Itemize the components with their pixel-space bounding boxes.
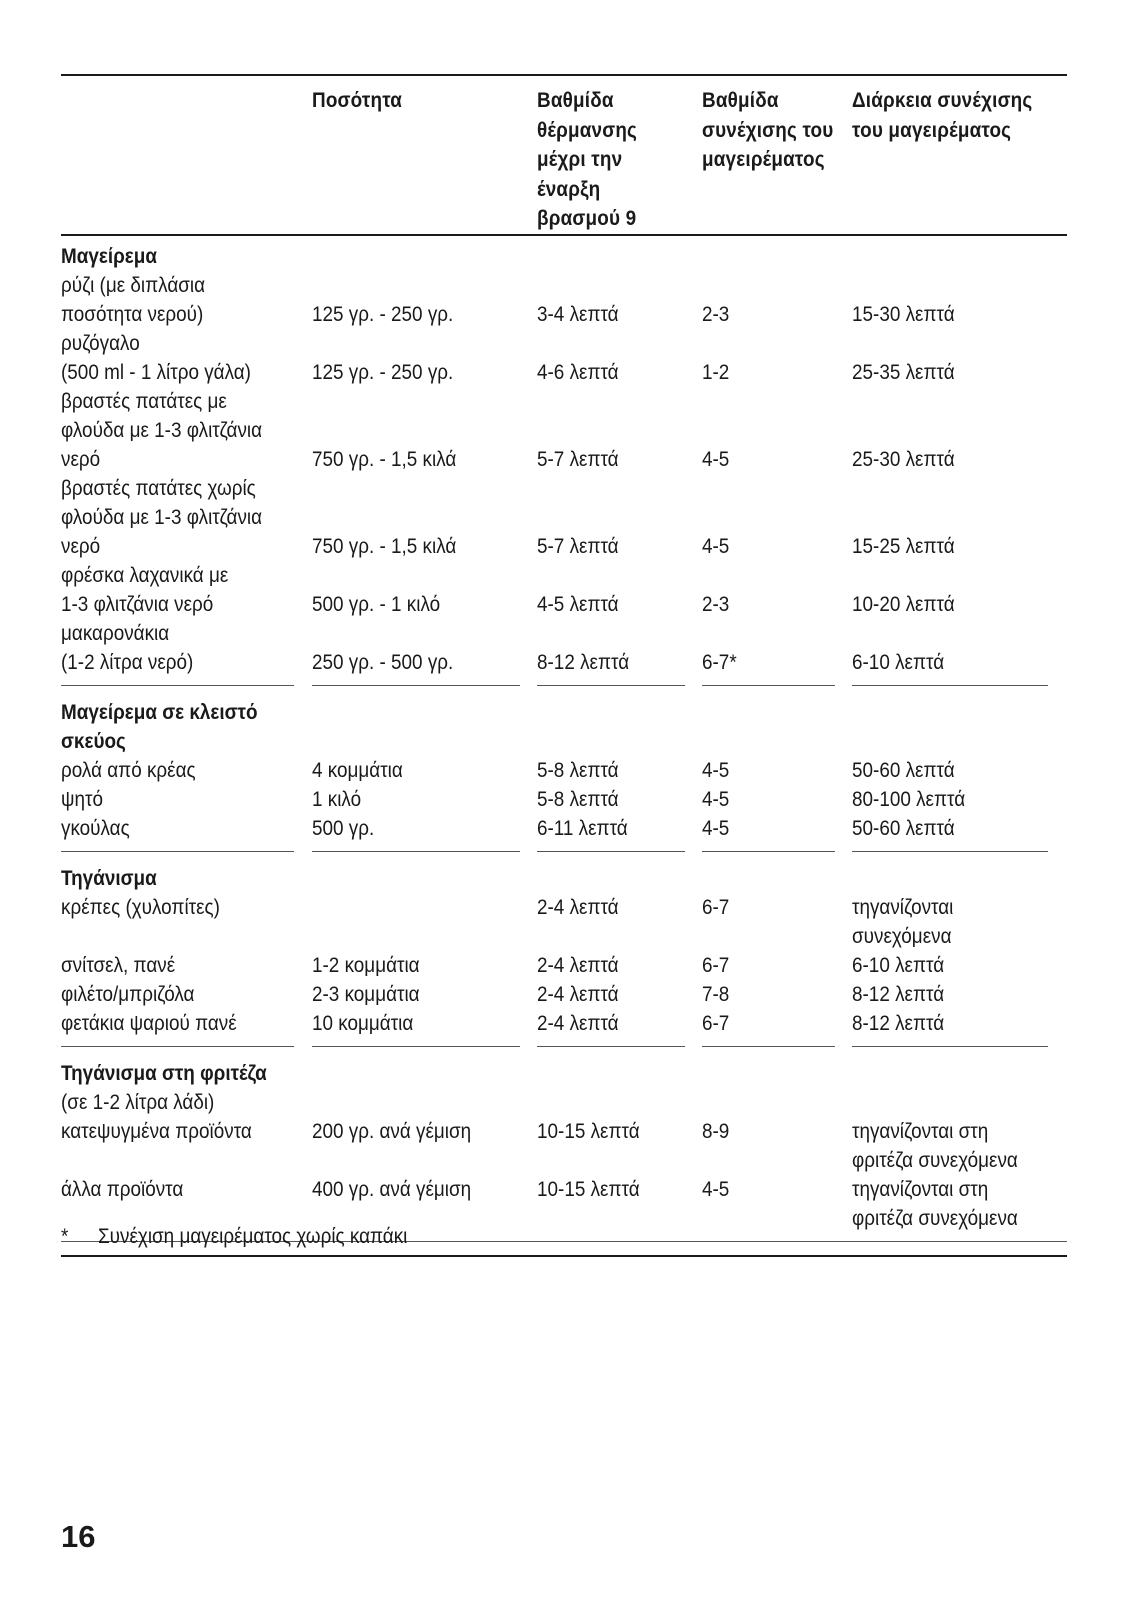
heating-time-cell: 2-4 λεπτά [537, 983, 619, 1006]
food-item: ρολά από κρέας [61, 759, 196, 782]
heating-time-cell: 4-6 λεπτά [537, 361, 619, 384]
header-bottom-rule [61, 234, 1067, 236]
section-divider [852, 851, 1048, 852]
continue-level-cell: 6-7 [702, 1012, 730, 1035]
quantity-cell: 125 γρ. - 250 γρ. [312, 361, 454, 384]
heating-time-cell: 6-11 λεπτά [537, 817, 628, 840]
duration-cell: φριτέζα συνεχόμενα [852, 1207, 1018, 1230]
heating-time-cell: 5-8 λεπτά [537, 788, 619, 811]
duration-cell: 15-25 λεπτά [852, 535, 955, 558]
food-item: νερό [61, 448, 101, 471]
heating-time-cell: 5-7 λεπτά [537, 535, 619, 558]
food-item: ρυζόγαλο [61, 332, 140, 355]
heating-time-cell: 5-7 λεπτά [537, 448, 619, 471]
food-item: νερό [61, 535, 101, 558]
duration-cell: 8-12 λεπτά [852, 983, 945, 1006]
duration-cell: 10-20 λεπτά [852, 593, 955, 616]
quantity-cell: 1-2 κομμάτια [312, 954, 420, 977]
table-top-rule [61, 74, 1067, 76]
section-title: Μαγείρεμα [61, 245, 157, 268]
continue-level-cell: 4-5 [702, 448, 730, 471]
quantity-cell: 500 γρ. - 1 κιλό [312, 593, 441, 616]
section-divider [312, 851, 520, 852]
section-title: Τηγάνισμα [61, 867, 157, 890]
section-divider [61, 685, 294, 686]
section-divider [312, 1046, 520, 1047]
quantity-cell: 1 κιλό [312, 788, 362, 811]
food-item: (500 ml - 1 λίτρο γάλα) [61, 361, 251, 384]
food-item: ψητό [61, 788, 103, 811]
food-item: φλούδα με 1-3 φλιτζάνια [61, 419, 263, 442]
continue-level-cell: 4-5 [702, 535, 730, 558]
food-item: γκούλας [61, 817, 130, 840]
quantity-cell: 750 γρ. - 1,5 κιλά [312, 448, 457, 471]
duration-cell: 25-35 λεπτά [852, 361, 955, 384]
continue-level-cell: 7-8 [702, 983, 730, 1006]
duration-cell: φριτέζα συνεχόμενα [852, 1149, 1018, 1172]
quantity-cell: 2-3 κομμάτια [312, 983, 420, 1006]
heating-time-cell: 3-4 λεπτά [537, 303, 619, 326]
section-divider [61, 851, 294, 852]
header-continue-level: Βαθμίδα συνέχισης του μαγειρέματος [702, 89, 834, 171]
quantity-cell: 4 κομμάτια [312, 759, 403, 782]
food-item: ποσότητα νερού) [61, 303, 204, 326]
food-item: 1-3 φλιτζάνια νερό [61, 593, 214, 616]
header-continue-duration: Διάρκεια συνέχισης του μαγειρέματος [852, 89, 1033, 142]
continue-level-cell: 6-7* [702, 651, 737, 674]
food-item: βραστές πατάτες με [61, 390, 227, 413]
header-heating-level: Βαθμίδα θέρμανσης μέχρι την έναρξη βρασμού 9 [537, 89, 638, 230]
heating-time-cell: 5-8 λεπτά [537, 759, 619, 782]
food-item: φρέσκα λαχανικά με [61, 564, 229, 587]
duration-cell: 50-60 λεπτά [852, 759, 955, 782]
section-divider [537, 685, 685, 686]
food-item: κατεψυγμένα προϊόντα [61, 1120, 252, 1143]
quantity-cell: 400 γρ. ανά γέμιση [312, 1178, 472, 1201]
quantity-cell: 200 γρ. ανά γέμιση [312, 1120, 472, 1143]
heating-time-cell: 4-5 λεπτά [537, 593, 619, 616]
continue-level-cell: 8-9 [702, 1120, 730, 1143]
heating-time-cell: 10-15 λεπτά [537, 1120, 640, 1143]
duration-cell: 8-12 λεπτά [852, 1012, 945, 1035]
quantity-cell: 500 γρ. [312, 817, 375, 840]
section-divider [537, 851, 685, 852]
table-bottom-rule [61, 1255, 1067, 1257]
duration-cell: 15-30 λεπτά [852, 303, 955, 326]
section-title: Μαγείρεμα σε κλειστό [61, 701, 258, 724]
duration-cell: τηγανίζονται [852, 896, 954, 919]
duration-cell: τηγανίζονται στη [852, 1178, 989, 1201]
section-title: σκεύος [61, 730, 126, 753]
heating-time-cell: 10-15 λεπτά [537, 1178, 640, 1201]
heating-time-cell: 2-4 λεπτά [537, 954, 619, 977]
food-item: μακαρονάκια [61, 622, 170, 645]
section-divider [852, 685, 1048, 686]
food-item: φλούδα με 1-3 φλιτζάνια [61, 506, 263, 529]
quantity-cell: 250 γρ. - 500 γρ. [312, 651, 454, 674]
section-divider [702, 1046, 835, 1047]
continue-level-cell: 2-3 [702, 593, 730, 616]
continue-level-cell: 6-7 [702, 954, 730, 977]
duration-cell: 80-100 λεπτά [852, 788, 966, 811]
quantity-cell: 750 γρ. - 1,5 κιλά [312, 535, 457, 558]
continue-level-cell: 4-5 [702, 759, 730, 782]
food-item: σνίτσελ, πανέ [61, 954, 176, 977]
continue-level-cell: 1-2 [702, 361, 730, 384]
food-item: (1-2 λίτρα νερό) [61, 651, 194, 674]
duration-cell: 6-10 λεπτά [852, 651, 945, 674]
food-item: φιλέτο/μπριζόλα [61, 983, 195, 1006]
food-item: κρέπες (χυλοπίτες) [61, 896, 220, 919]
section-divider [702, 685, 835, 686]
continue-level-cell: 4-5 [702, 788, 730, 811]
food-item: (σε 1-2 λίτρα λάδι) [61, 1091, 215, 1114]
duration-cell: 50-60 λεπτά [852, 817, 955, 840]
footnote-mark: * [61, 1225, 69, 1248]
heating-time-cell: 8-12 λεπτά [537, 651, 630, 674]
heating-time-cell: 2-4 λεπτά [537, 1012, 619, 1035]
continue-level-cell: 2-3 [702, 303, 730, 326]
duration-cell: 6-10 λεπτά [852, 954, 945, 977]
continue-level-cell: 6-7 [702, 896, 730, 919]
heating-time-cell: 2-4 λεπτά [537, 896, 619, 919]
section-divider [61, 1046, 294, 1047]
continue-level-cell: 4-5 [702, 817, 730, 840]
duration-cell: τηγανίζονται στη [852, 1120, 989, 1143]
section-title: Τηγάνισμα στη φριτέζα [61, 1062, 267, 1085]
duration-cell: 25-30 λεπτά [852, 448, 955, 471]
section-divider [312, 685, 520, 686]
food-item: άλλα προϊόντα [61, 1178, 184, 1201]
section-divider [537, 1046, 685, 1047]
food-item: ρύζι (με διπλάσια [61, 274, 206, 297]
quantity-cell: 125 γρ. - 250 γρ. [312, 303, 454, 326]
food-item: βραστές πατάτες χωρίς [61, 477, 256, 500]
header-quantity: Ποσότητα [312, 89, 403, 112]
duration-cell: συνεχόμενα [852, 925, 952, 948]
page-number: 16 [61, 1519, 96, 1554]
section-divider [852, 1046, 1048, 1047]
food-item: φετάκια ψαριού πανέ [61, 1012, 237, 1035]
continue-level-cell: 4-5 [702, 1178, 730, 1201]
section-divider [702, 851, 835, 852]
footnote-text: Συνέχιση μαγειρέματος χωρίς καπάκι [98, 1225, 408, 1248]
quantity-cell: 10 κομμάτια [312, 1012, 414, 1035]
